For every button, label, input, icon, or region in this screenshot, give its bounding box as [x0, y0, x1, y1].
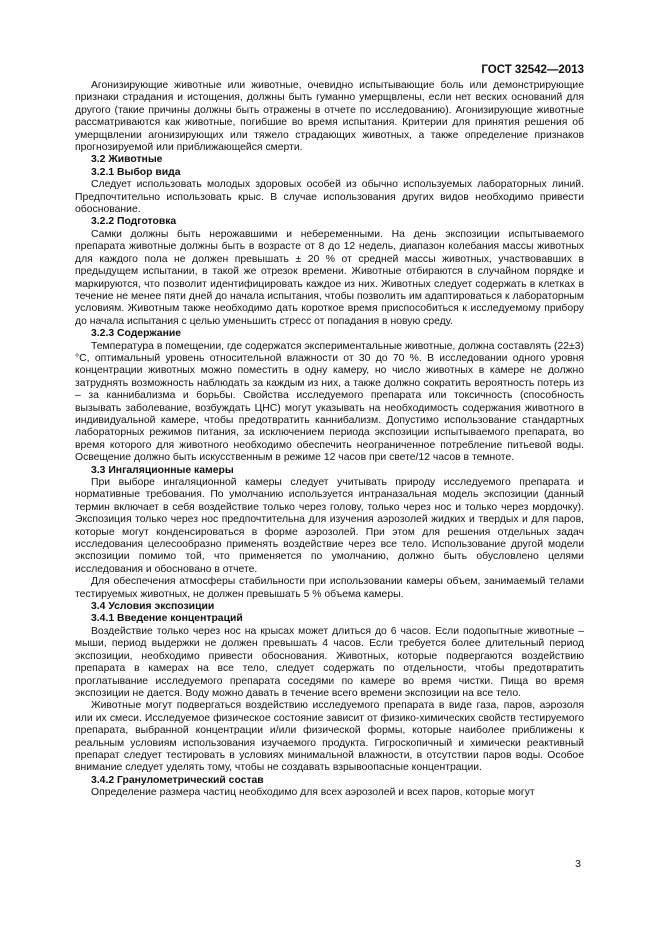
paragraph: При выборе ингаляционной камеры следует учитывать природу исследуемого препарата и нормативные требования. По умолчанию используется интраназальная модель экспозиции (данный термин включает в себя воздействие только через голову, только через нос и только через мордочку). Экспозиция только через нос предпочтительна для изучения аэрозолей жидких и твердых и для паров, которые могут конденсироваться в форме аэрозолей. При этом для решения отдельных задач исследования целесообразно применять воздействие через все тело. Использование другой модели экспозиции помимо той, что применяется по умолчанию, должно быть обусловлено целями исследования и обосновано в отчете. — [75, 477, 584, 575]
subsection-heading: 3.2.1 Выбор вида — [91, 166, 181, 178]
section-heading: 3.2 Животные — [91, 154, 163, 166]
subsection-heading: 3.2.2 Подготовка — [91, 216, 177, 228]
subsection-heading: 3.4.1 Введение концентраций — [91, 613, 243, 625]
paragraph: Определение размера частиц необходимо для всех аэрозолей и всех паров, которые могут — [91, 787, 535, 799]
page-number: 3 — [575, 858, 581, 870]
document-body — [75, 80, 584, 800]
paragraph: Следует использовать молодых здоровых особей из обычно используемых лабораторных линий. Предпочтительно использовать крыс. В случае использования других видов необходимо привести обоснование. — [75, 179, 584, 216]
paragraph: Агонизирующие животные или животные, очевидно испытывающие боль или демонстрирующие признаки страдания и истощения, должны быть гуманно умерщвлены, если нет веских оснований для другого (такие причины должны быть отражены в отчете по исследованию). Агонизирующие животные рассматриваются как животные, погибшие во время испытания. Критерии для принятия решения об умерщвлении агонизирующих или тяжело страдающих животных, а также определение признаков прогнозируемой или приближающейся смерти. — [75, 80, 584, 154]
standard-header: ГОСТ 32542—2013 — [481, 64, 584, 76]
subsection-heading: 3.4.2 Гранулометрический состав — [91, 774, 264, 786]
paragraph: Самки должны быть нерожавшими и небеременными. На день экспозиции испытываемого препарата животные должны быть в возрасте от 8 до 12 недель, диапазон колебания массы животных для каждого пола не должен превышать ± 20 % от средней массы животных, участвовавших в предыдущем испытании, в такой же отрезок времени. Животные отбираются в случайном порядке и маркируются, что позволит идентифицировать каждое из них. Животных следует содержать в клетках в течение не менее пяти дней до начала испытания, чтобы позволить им адаптироваться к лабораторным условиям. Животным также необходимо дать короткое время приспособиться к исследуемому прибору до начала испытания с целью уменьшить стресс от попадания в новую среду. — [75, 228, 584, 327]
section-heading: 3.3 Ингаляционные камеры — [91, 464, 234, 476]
paragraph: Температура в помещении, где содержатся экспериментальные животные, должна составлять (22±3) °С, оптимальный уровень относительной влажности от 30 до 70 %. В исследовании одного уровня концентрации животных можно поместить в одну камеру, но число животных в камере не должно затруднять возможность наблюдать за каждым из них, а также должно сократить вероятность потерь из – за каннибализма и борьбы. Свойства исследуемого препарата или токсичность (способность вызывать заболевание, возбуждать ЦНС) могут указывать на необходимость содержания животного в индивидуальной камере, чтобы предотвратить каннибализм. Допустимо использование стандартных лабораторных режимов питания, за исключением периода экспозиции испытываемого препарата, во время которого для животного необходимо обеспечить неограниченное потребление питьевой воды. Освещение должно быть искусственным в режиме 12 часов при свете/12 часов в темноте. — [75, 340, 584, 464]
paragraph: Животные могут подвергаться воздействию исследуемого препарата в виде газа, паров, аэрозоля или их смеси. Исследуемое физическое состояние зависит от физико-химических свойств тестируемого препарата, выбранной концентрации и/или физической формы, которые наиболее приближены к реальным условиям использования изучаемого продукта. Гигроскопичный и химически реактивный препарат следует тестировать в условиях минимальной влажности, в отсутствии паров воды. Особое внимание следует уделять тому, чтобы не создавать взрывоопасные концентрации. — [75, 700, 584, 774]
paragraph: Воздействие только через нос на крысах может длиться до 6 часов. Если подопытные животные – мыши, период выдержки не должен превышать 4 часов. Если требуется более длительный период экспозиции, необходимо привести обоснования. Животных, которые подвергаются воздействию препарата в камерах на все тело, следует содержать по отдельности, чтобы предотвратить проглатывание исследуемого препарата соседями по камере во время чистки. Пища во время экспозиции не дается. Воду можно давать в течение всего времени экспозиции на все тело. — [75, 625, 584, 699]
section-heading: 3.4 Условия экспозиции — [91, 601, 215, 613]
paragraph: Для обеспечения атмосферы стабильности при использовании камеры объем, занимаемый телами тестируемых животных, не должен превышать 5 % объема камеры. — [75, 576, 584, 600]
subsection-heading: 3.2.3 Содержание — [91, 328, 182, 340]
